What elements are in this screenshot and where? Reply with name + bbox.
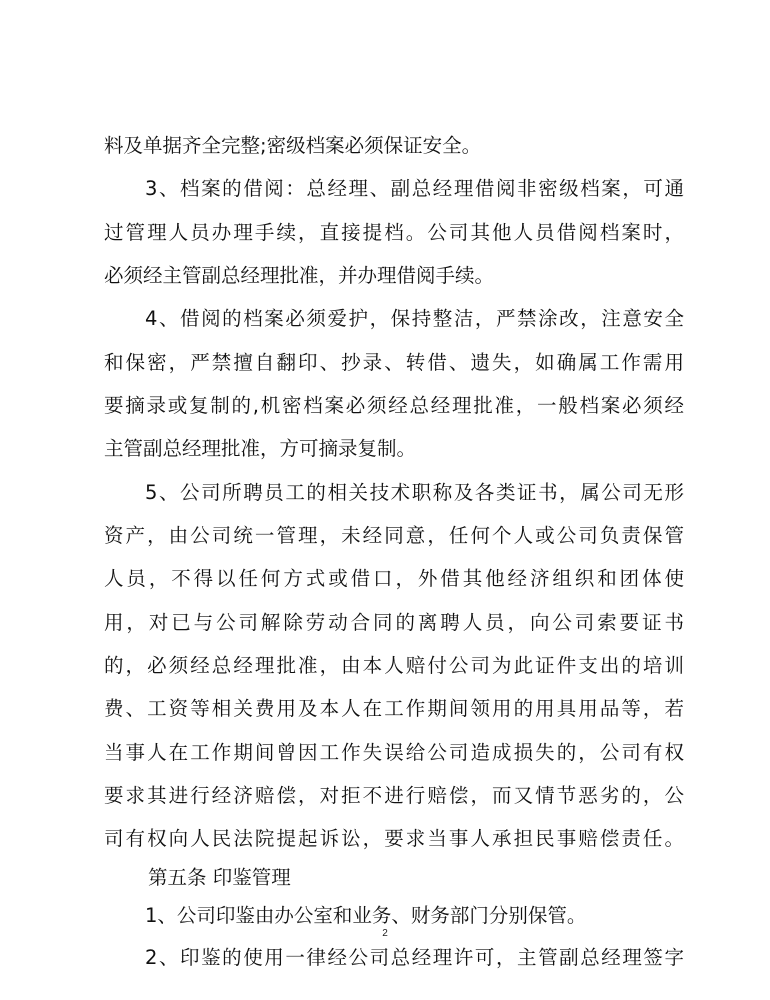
text-line-13: 的，必须经总经理批准，由本人赔付公司为此证件支出的培训 xyxy=(104,654,684,677)
text-line-1: 料及单据齐全完整;密级档案必须保证安全。 xyxy=(104,134,482,157)
text-line-15: 当事人在工作期间曾因工作失误给公司造成损失的，公司有权 xyxy=(104,741,684,764)
text-line-12: 用，对已与公司解除劳动合同的离聘人员，向公司索要证书 xyxy=(104,611,684,634)
text-line-19: 1、公司印鉴由办公室和业务、财务部门分别保管。 xyxy=(145,904,587,927)
text-line-3: 过管理人员办理手续，直接提档。公司其他人员借阅档案时， xyxy=(104,221,684,244)
text-line-6: 和保密，严禁擅自翻印、抄录、转借、遗失，如确属工作需用 xyxy=(104,351,684,374)
text-line-2: 3、档案的借阅：总经理、副总经理借阅非密级档案，可通 xyxy=(145,177,684,200)
text-line-10: 资产，由公司统一管理，未经同意，任何个人或公司负责保管 xyxy=(104,524,684,547)
text-line-9: 5、公司所聘员工的相关技术职称及各类证书，属公司无形 xyxy=(145,481,684,504)
page-number: 2 xyxy=(382,928,388,939)
text-line-8: 主管副总经理批准，方可摘录复制。 xyxy=(104,437,417,460)
text-line-17: 司有权向人民法院提起诉讼，要求当事人承担民事赔偿责任。 xyxy=(104,827,684,850)
text-line-5: 4、借阅的档案必须爱护，保持整洁，严禁涂改，注意安全 xyxy=(145,307,684,330)
text-line-20: 2、印鉴的使用一律经公司总经理许可，主管副总经理签字 xyxy=(145,946,684,969)
text-line-16: 要求其进行经济赔偿，对拒不进行赔偿，而又情节恶劣的，公 xyxy=(104,784,684,807)
section-heading: 第五条 印鉴管理 xyxy=(148,866,291,889)
text-line-14: 费、工资等相关费用及本人在工作期间领用的用具用品等，若 xyxy=(104,697,684,720)
text-line-11: 人员，不得以任何方式或借口，外借其他经济组织和团体使 xyxy=(104,567,684,590)
text-line-7: 要摘录或复制的,机密档案必须经总经理批准，一般档案必须经 xyxy=(104,394,684,417)
text-line-4: 必须经主管副总经理批准，并办理借阅手续。 xyxy=(104,264,495,287)
